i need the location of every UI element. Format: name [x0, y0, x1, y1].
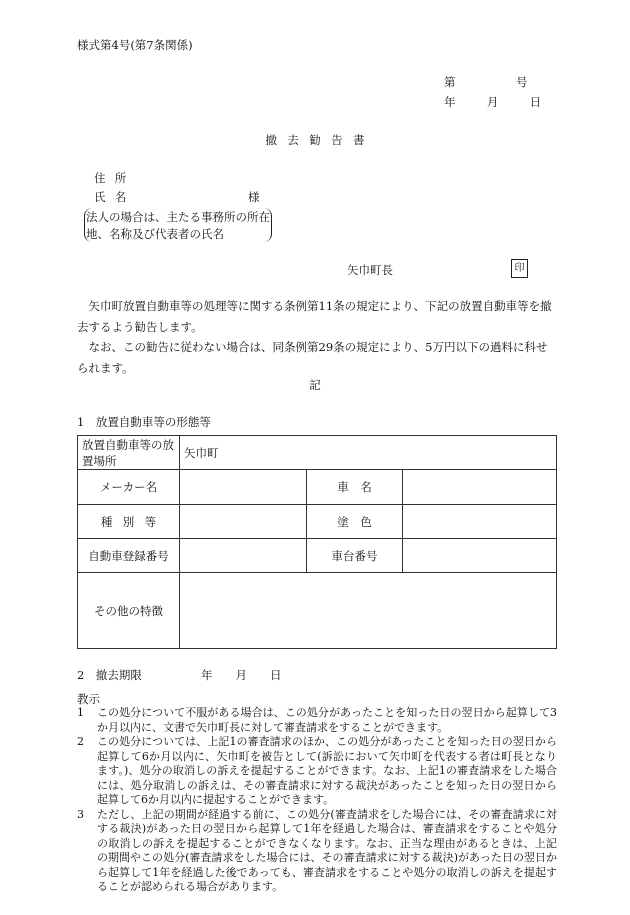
document-date — [444, 94, 541, 110]
section-2 — [77, 667, 282, 683]
item-number: 1 — [77, 706, 84, 719]
chassis-label: 車台番号 — [307, 539, 403, 573]
table-row — [78, 436, 557, 470]
registration-value[interactable] — [180, 539, 307, 573]
chassis-value[interactable] — [403, 539, 557, 573]
item-number: 3 — [77, 807, 84, 821]
body-paragraph-1: 矢巾町放置自動車等の処理等に関する条例第11条の規定により、下記の放置自動車等を撤去するよう勧告します。 — [77, 299, 552, 334]
honorific: 様 — [248, 190, 260, 204]
form-number: 様式第4号(第7条関係) — [77, 38, 193, 52]
date-month: 月 — [486, 95, 499, 109]
date-year: 年 — [444, 95, 456, 109]
body-paragraph-2: なお、この勧告に従わない場合は、同条例第29条の規定により、5万円以下の過料に科せられます。 — [77, 340, 548, 375]
car-name-label: 車 名 — [307, 470, 403, 505]
name-label: 氏名 — [94, 190, 136, 204]
section-2-heading: 2 撤去期限 — [77, 668, 142, 682]
car-name-value[interactable] — [403, 470, 557, 505]
issuer-title: 矢巾町長 — [347, 263, 393, 277]
ki-mark: 記 — [309, 378, 321, 392]
type-label: 種別等 — [78, 505, 180, 539]
item-text: ただし、上記の期間が経過する前に、この処分(審査請求をした場合には、その審査請求に対する裁決)があった日の翌日から起算して1年を経過した場合は、審査請求をすることや処分の取消しの訴えを提起することができなくなります。なお、正当な理由があるときは、上記の期間やこの処分(審査請求をした場合には、その審査請求に対する裁決)があった日の翌日から起算して1年を経過した後であっても、審査請求をすることや処分の取消しの訴えを提起することが認められる場合があります。 — [97, 807, 557, 893]
registration-label: 自動車登録番号 — [78, 539, 180, 573]
item-text: この処分について不服がある場合は、この処分があったことを知った日の翌日から起算して3か月以内に、文書で矢巾町長に対して審査請求をすることができます。 — [97, 706, 557, 734]
item-number: 2 — [77, 735, 84, 748]
location-value[interactable]: 矢巾町 — [180, 436, 557, 470]
instructions-heading: 教示 — [77, 692, 100, 706]
seal-stamp: 印 — [511, 259, 528, 278]
color-label: 塗 色 — [307, 505, 403, 539]
list-item — [77, 706, 557, 735]
list-item — [77, 808, 557, 895]
corp-note: 法人の場合は、主たる事務所の所在地、名称及び代表者の氏名 — [86, 210, 270, 241]
document-number — [444, 74, 528, 90]
table-row — [78, 505, 557, 539]
location-label: 放置自動車等の放置場所 — [78, 436, 180, 470]
maker-label: メーカー名 — [78, 470, 180, 505]
type-value[interactable] — [180, 505, 307, 539]
instructions-list — [77, 706, 557, 895]
item-text: この処分については、上記1の審査請求のほか、この処分があったことを知った日の翌日から起算して6か月以内に、矢巾町を被告として(訴訟において矢巾町を代表する者は町長となります。)、処分の取消しの訴えを提起することができます。なお、上記1の審査請求をした場合には、処分取消しの訴えは、その審査請求に対する裁決があったことを知った日の翌日から起算して6か月以内に提起することができます。 — [97, 735, 557, 806]
other-value[interactable] — [180, 573, 557, 649]
table-row — [78, 470, 557, 505]
section-1-heading: 1 放置自動車等の形態等 — [77, 415, 211, 429]
maker-value[interactable] — [180, 470, 307, 505]
table-row — [78, 573, 557, 649]
page-title: 撤去勧告書 — [265, 133, 375, 147]
vehicle-info-table — [77, 435, 557, 649]
table-row — [78, 539, 557, 573]
date-day: 日 — [529, 95, 542, 109]
list-item — [77, 735, 557, 808]
other-label: その他の特徴 — [78, 573, 180, 649]
address-label: 住所 — [94, 171, 136, 185]
doc-number-suffix: 号 — [516, 75, 528, 89]
deadline-date: 年 月 日 — [201, 668, 282, 682]
doc-number-prefix: 第 — [444, 75, 456, 89]
color-value[interactable] — [403, 505, 557, 539]
